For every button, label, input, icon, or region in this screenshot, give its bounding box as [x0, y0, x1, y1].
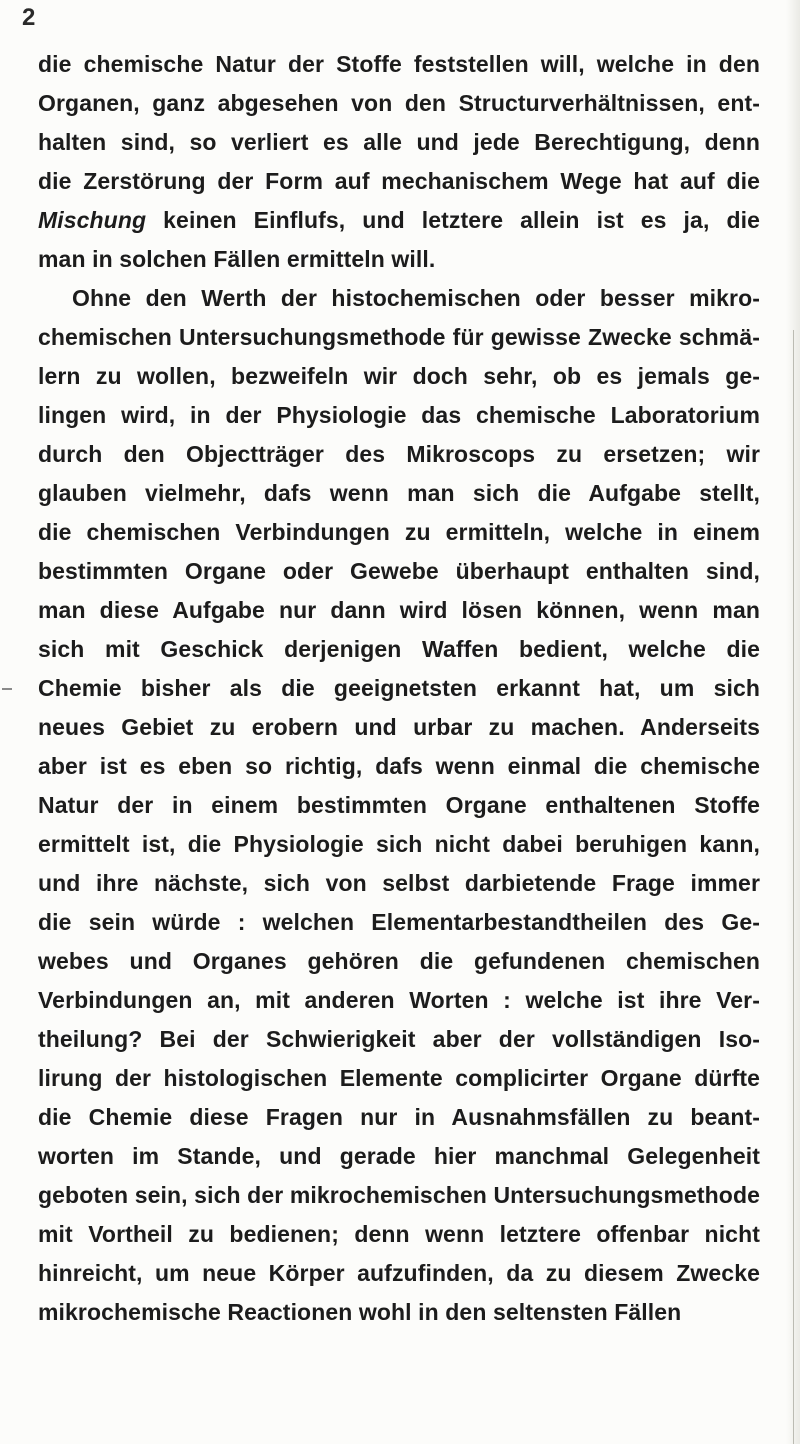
text-line: die chemischen Verbindungen zu ermitteln, welche in einem	[38, 519, 760, 545]
margin-mark	[2, 688, 12, 690]
text-line: man diese Aufgabe nur dann wird lösen können, wenn man	[38, 597, 760, 623]
text-line: lingen wird, in der Physiologie das chemische Laboratorium	[38, 402, 760, 428]
text-line: worten im Stande, und gerade hier manchmal Gelegenheit	[38, 1143, 760, 1169]
text-line: die Chemie diese Fragen nur in Ausnahmsfällen zu beant-	[38, 1104, 760, 1130]
text-line: hinreicht, um neue Körper aufzufinden, da zu diesem Zwecke	[38, 1260, 760, 1286]
text-line: mikrochemische Reactionen wohl in den seltensten Fällen	[38, 1299, 682, 1325]
page-edge-shadow	[786, 0, 800, 1444]
text-line: geboten sein, sich der mikrochemischen Untersuchungsmethode	[38, 1182, 760, 1208]
text-line: mit Vortheil zu bedienen; denn wenn letztere offenbar nicht	[38, 1221, 760, 1247]
text-line: halten sind, so verliert es alle und jede Berechtigung, denn	[38, 129, 760, 155]
page-number: 2	[22, 4, 36, 31]
body-text	[38, 45, 798, 1332]
text-line: die Zerstörung der Form auf mechanischem Wege hat auf die	[38, 168, 760, 194]
text-line: und ihre nächste, sich von selbst darbietende Frage immer	[38, 870, 760, 896]
text-line: durch den Objectträger des Mikroscops zu ersetzen; wir	[38, 441, 760, 467]
text-line: Organen, ganz abgesehen von den Structurverhältnissen, ent-	[38, 90, 760, 116]
text-line: man in solchen Fällen ermitteln will.	[38, 246, 436, 272]
text-line: Chemie bisher als die geeignetsten erkannt hat, um sich	[38, 675, 760, 701]
text-line: neues Gebiet zu erobern und urbar zu machen. Anderseits	[38, 714, 760, 740]
emphasized-word: Mischung	[38, 207, 147, 233]
text-line: webes und Organes gehören die gefundenen chemischen	[38, 948, 760, 974]
text-line: chemischen Untersuchungsmethode für gewisse Zwecke schmä-	[38, 324, 760, 350]
text-line: ermittelt ist, die Physiologie sich nicht dabei beruhigen kann,	[38, 831, 760, 857]
text-line: aber ist es eben so richtig, dafs wenn einmal die chemische	[38, 753, 760, 779]
text-line: bestimmten Organe oder Gewebe überhaupt enthalten sind,	[38, 558, 760, 584]
text-line: Verbindungen an, mit anderen Worten : welche ist ihre Ver-	[38, 987, 760, 1013]
text-line: die chemische Natur der Stoffe feststellen will, welche in den	[38, 51, 760, 77]
text-line: lirung der histologischen Elemente complicirter Organe dürfte	[38, 1065, 760, 1091]
text-line: theilung? Bei der Schwierigkeit aber der vollständigen Iso-	[38, 1026, 760, 1052]
text-line: lern zu wollen, bezweifeln wir doch sehr, ob es jemals ge-	[38, 363, 760, 389]
text-line: die sein würde : welchen Elementarbestandtheilen des Ge-	[38, 909, 760, 935]
text-line: Ohne den Werth der histochemischen oder besser mikro-	[72, 285, 760, 311]
text-line: Natur der in einem bestimmten Organe enthaltenen Stoffe	[38, 792, 760, 818]
text-line: glauben vielmehr, dafs wenn man sich die Aufgabe stellt,	[38, 480, 760, 506]
text-line: Mischung keinen Einflufs, und letztere allein ist es ja, die	[38, 207, 760, 233]
text-line: sich mit Geschick derjenigen Waffen bedient, welche die	[38, 636, 760, 662]
